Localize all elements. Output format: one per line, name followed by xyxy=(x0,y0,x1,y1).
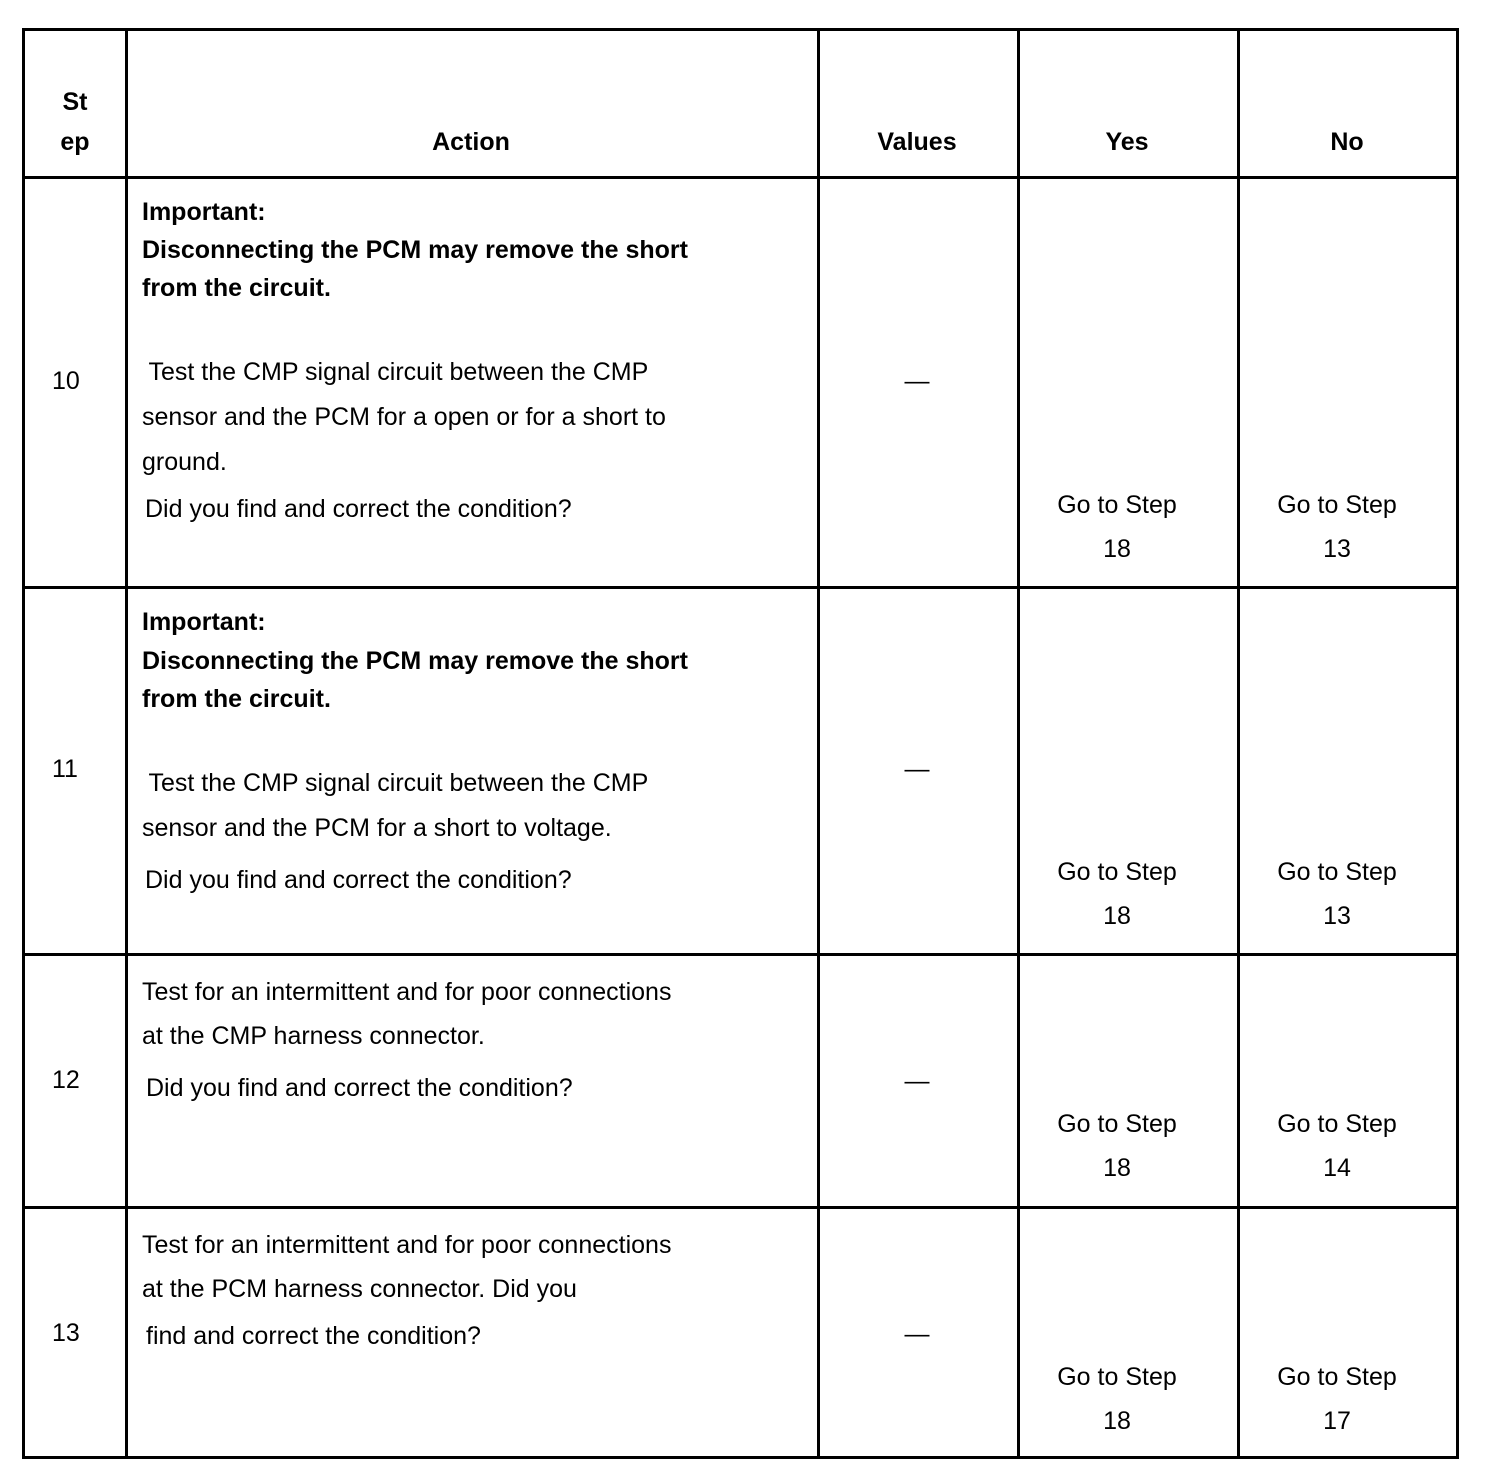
yes-step-number: 18 xyxy=(1103,902,1131,930)
action-text: at the CMP harness connector. xyxy=(142,1022,485,1050)
action-text: at the PCM harness connector. Did you xyxy=(142,1275,577,1303)
yes-target: Go to Step xyxy=(1057,491,1177,519)
header-yes: Yes xyxy=(1105,128,1149,156)
action-question: Did you find and correct the condition? xyxy=(145,495,572,523)
yes-target: Go to Step xyxy=(1057,858,1177,886)
important-note: from the circuit. xyxy=(142,685,331,713)
no-target: Go to Step xyxy=(1277,1110,1397,1138)
header-values: Values xyxy=(877,128,957,156)
step-number: 10 xyxy=(52,367,80,395)
important-label: Important: xyxy=(142,608,266,636)
row-divider xyxy=(25,1206,1456,1209)
row-divider xyxy=(25,586,1456,589)
action-text: ground. xyxy=(142,448,227,476)
header-no: No xyxy=(1330,128,1364,156)
value-dash: — xyxy=(904,367,930,395)
action-question: Did you find and correct the condition? xyxy=(145,866,572,894)
action-text: Test for an intermittent and for poor connections xyxy=(142,978,672,1006)
no-step-number: 17 xyxy=(1323,1407,1351,1435)
step-number: 11 xyxy=(52,755,78,783)
yes-target: Go to Step xyxy=(1057,1110,1177,1138)
step-number: 13 xyxy=(52,1319,80,1347)
yes-step-number: 18 xyxy=(1103,1154,1131,1182)
column-divider xyxy=(817,31,820,1456)
header-step-line2: ep xyxy=(60,128,90,156)
step-number: 12 xyxy=(52,1066,80,1094)
value-dash: — xyxy=(904,1320,930,1348)
action-text: sensor and the PCM for a short to voltage. xyxy=(142,814,612,842)
no-step-number: 14 xyxy=(1323,1154,1351,1182)
column-divider xyxy=(1237,31,1240,1456)
action-question: Did you find and correct the condition? xyxy=(146,1074,573,1102)
column-divider xyxy=(125,31,128,1456)
no-target: Go to Step xyxy=(1277,1363,1397,1391)
important-note: from the circuit. xyxy=(142,274,331,302)
row-divider xyxy=(25,176,1456,179)
value-dash: — xyxy=(904,1067,930,1095)
action-text: Test the CMP signal circuit between the CMP xyxy=(142,769,649,797)
no-step-number: 13 xyxy=(1323,535,1351,563)
no-step-number: 13 xyxy=(1323,902,1351,930)
column-divider xyxy=(1017,31,1020,1456)
action-text: Test for an intermittent and for poor connections xyxy=(142,1231,672,1259)
row-divider xyxy=(25,953,1456,956)
action-text: sensor and the PCM for a open or for a short to xyxy=(142,403,666,431)
yes-target: Go to Step xyxy=(1057,1363,1177,1391)
yes-step-number: 18 xyxy=(1103,535,1131,563)
action-text: find and correct the condition? xyxy=(146,1322,481,1350)
value-dash: — xyxy=(904,755,930,783)
no-target: Go to Step xyxy=(1277,491,1397,519)
important-note: Disconnecting the PCM may remove the short xyxy=(142,647,688,675)
header-action: Action xyxy=(432,128,510,156)
no-target: Go to Step xyxy=(1277,858,1397,886)
important-note: Disconnecting the PCM may remove the short xyxy=(142,236,688,264)
header-step-line1: St xyxy=(62,88,88,116)
important-label: Important: xyxy=(142,198,266,226)
yes-step-number: 18 xyxy=(1103,1407,1131,1435)
action-text: Test the CMP signal circuit between the CMP xyxy=(142,358,649,386)
